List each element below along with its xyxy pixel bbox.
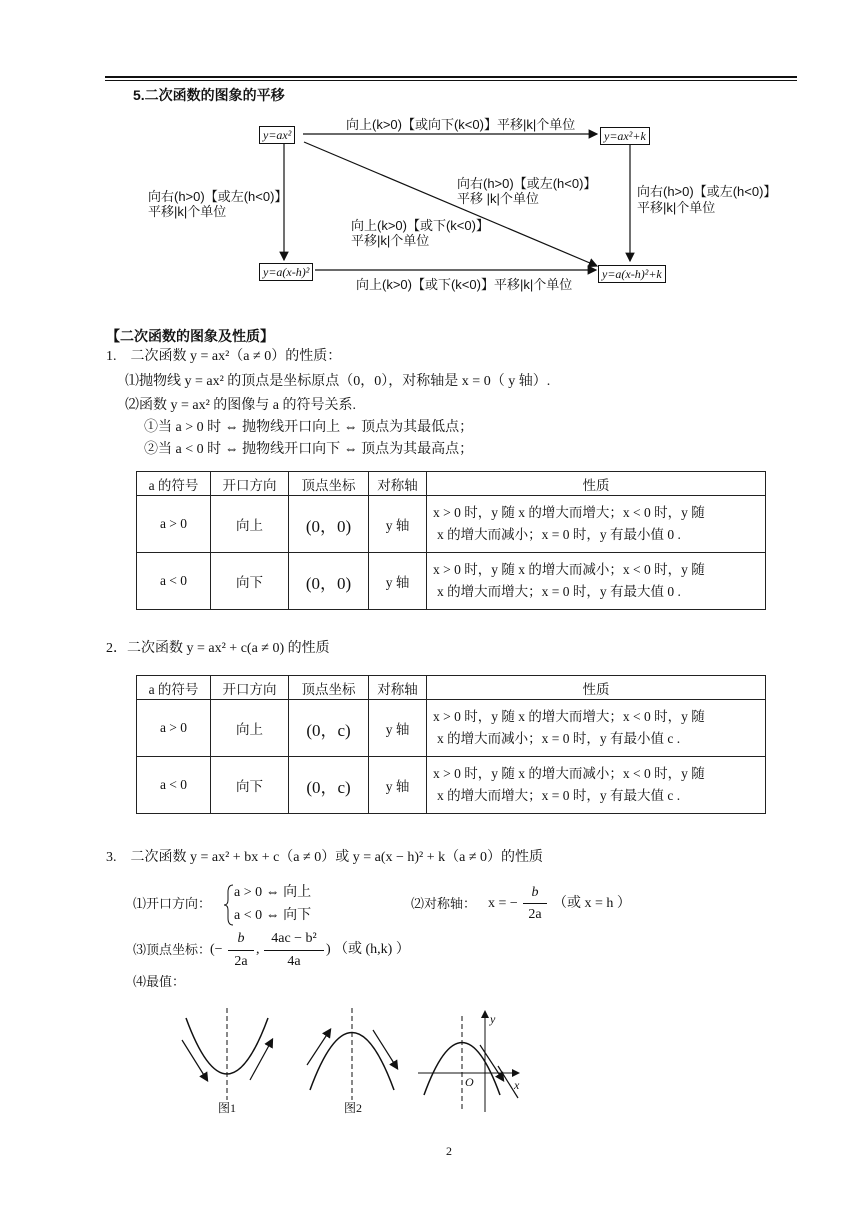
item3-3-open: (−	[210, 942, 223, 957]
box-y-a-x-h2-k: y=a(x-h)²+k	[598, 265, 666, 283]
cell-vertex: (0，0)	[289, 553, 369, 610]
label-right-1: 向右(h>0)【或左(h<0)】	[637, 184, 777, 199]
cell-sign: a > 0	[137, 700, 211, 757]
item1-b2: ②当 a < 0 时 ⇔ 抛物线开口向下 ⇔ 顶点为其最高点；	[144, 442, 474, 457]
item1-b1: ①当 a > 0 时 ⇔ 抛物线开口向上 ⇔ 顶点为其最低点；	[144, 420, 474, 435]
item3-3-num2: 4ac − b²	[271, 931, 317, 946]
item3-3-num1: b	[237, 931, 245, 946]
cell-axis: y 轴	[369, 757, 427, 814]
label-diag-1b: 平移 |k|个单位	[457, 191, 539, 206]
box-y-ax2-k: y=ax²+k	[600, 127, 650, 145]
item3-4-label: ⑷最值：	[133, 974, 186, 989]
cell-sign: a < 0	[137, 757, 211, 814]
label-left-1: 向右(h>0)【或左(h<0)】	[148, 189, 288, 204]
item3-2-num: b	[531, 885, 539, 900]
item3-1-label: ⑴开口方向：	[133, 896, 212, 911]
cell-dir: 向上	[211, 496, 289, 553]
col-header: 开口方向	[211, 472, 289, 496]
box-y-ax2: y=ax²	[259, 126, 295, 144]
cell-axis: y 轴	[369, 700, 427, 757]
arrow-diagonal	[304, 142, 597, 266]
item3-2-alt: （或 x = h ）	[553, 896, 631, 911]
cell-property: x > 0 时，y 随 x 的增大而增大；x < 0 时，y 随 x 的增大而减小；x = 0 时，y 有最小值 0 .	[427, 496, 766, 553]
cell-vertex: (0，0)	[289, 496, 369, 553]
item1-title: 1. 二次函数 y = ax²（a ≠ 0）的性质：	[106, 349, 342, 364]
item1-a: ⑴抛物线 y = ax² 的顶点是坐标原点（0，0），对称轴是 x = 0（ y 轴）.	[125, 374, 551, 389]
col-header: 性质	[427, 676, 766, 700]
label-bottom: 向上(k>0)【或下(k<0)】平移|k|个单位	[356, 277, 573, 292]
label-diag-2b: 平移|k|个单位	[351, 233, 430, 248]
table-header-row	[137, 676, 766, 700]
cell-dir: 向下	[211, 553, 289, 610]
axis-x-label: x	[514, 1078, 520, 1092]
item3-3-den1: 2a	[234, 954, 248, 969]
table-row	[137, 757, 766, 814]
axis-y-label: y	[490, 1012, 496, 1026]
cell-dir: 向下	[211, 757, 289, 814]
table-row	[137, 496, 766, 553]
item1-b: ⑵函数 y = ax² 的图像与 a 的符号关系.	[125, 398, 357, 413]
figure-3-parabola-axes	[418, 1012, 518, 1112]
page-number: 2	[446, 1144, 452, 1158]
table-header-row	[137, 472, 766, 496]
fraction-bar	[228, 950, 254, 951]
table-ax2-c	[136, 675, 766, 814]
item3-2-eq: x = −	[488, 896, 518, 911]
col-header: 性质	[427, 472, 766, 496]
fraction-bar	[523, 903, 547, 904]
cell-sign: a > 0	[137, 496, 211, 553]
label-diag-2a: 向上(k>0)【或下(k<0)】	[351, 218, 489, 233]
box-y-a-x-h2: y=a(x-h)²	[259, 263, 313, 281]
item3-1-down: a < 0 ⇔ 向下	[234, 908, 312, 923]
section-title: 5.二次函数的图象的平移	[133, 87, 285, 103]
cell-property: x > 0 时，y 随 x 的增大而减小；x < 0 时，y 随 x 的增大而增大；x = 0 时，y 有最大值 c .	[427, 757, 766, 814]
item3-title: 3. 二次函数 y = ax² + bx + c（a ≠ 0）或 y = a(x − h)² + k（a ≠ 0）的性质	[106, 850, 544, 865]
parabola-figures	[0, 1000, 860, 1130]
item3-3-den2: 4a	[287, 954, 301, 969]
cell-property: x > 0 时，y 随 x 的增大而减小；x < 0 时，y 随 x 的增大而增大；x = 0 时，y 有最大值 0 .	[427, 553, 766, 610]
label-right-2: 平移|k|个单位	[637, 200, 716, 215]
table-row	[137, 700, 766, 757]
item2-title: 2．二次函数 y = ax² + c(a ≠ 0) 的性质	[106, 641, 330, 656]
figure-1-caption: 图1	[218, 1101, 237, 1115]
cell-property: x > 0 时，y 随 x 的增大而增大；x < 0 时，y 随 x 的增大而减小；x = 0 时，y 有最小值 c .	[427, 700, 766, 757]
col-header: 对称轴	[369, 676, 427, 700]
label-top: 向上(k>0)【或向下(k<0)】平移|k|个单位	[346, 117, 576, 132]
item3-2-den: 2a	[528, 907, 542, 922]
col-header: 顶点坐标	[289, 472, 369, 496]
cell-dir: 向上	[211, 700, 289, 757]
col-header: 对称轴	[369, 472, 427, 496]
figure-1-upward-parabola	[182, 1008, 272, 1100]
col-header: a 的符号	[137, 472, 211, 496]
table-ax2	[136, 471, 766, 610]
fraction-bar	[264, 950, 324, 951]
figure-2-downward-parabola	[307, 1008, 397, 1100]
item3-1-up: a > 0 ⇔ 向上	[234, 885, 312, 900]
properties-heading: 【二次函数的图象及性质】	[106, 328, 274, 344]
figure-2-caption: 图2	[344, 1101, 363, 1115]
cell-vertex: (0，c)	[289, 757, 369, 814]
item3-2-label: ⑵对称轴：	[411, 896, 477, 911]
cell-axis: y 轴	[369, 496, 427, 553]
item3-3-alt: （或 (h,k) ）	[334, 942, 410, 957]
col-header: a 的符号	[137, 676, 211, 700]
translation-diagram	[0, 0, 860, 300]
cell-axis: y 轴	[369, 553, 427, 610]
item3-3-close: )	[326, 942, 331, 957]
label-left-2: 平移|k|个单位	[148, 204, 227, 219]
item3-3-label: ⑶顶点坐标：	[133, 942, 212, 957]
origin-label: O	[465, 1075, 474, 1089]
label-diag-1a: 向右(h>0)【或左(h<0)】	[457, 176, 597, 191]
cell-vertex: (0，c)	[289, 700, 369, 757]
table-row	[137, 553, 766, 610]
cell-sign: a < 0	[137, 553, 211, 610]
col-header: 顶点坐标	[289, 676, 369, 700]
col-header: 开口方向	[211, 676, 289, 700]
item3-3-comma: ,	[256, 942, 260, 957]
